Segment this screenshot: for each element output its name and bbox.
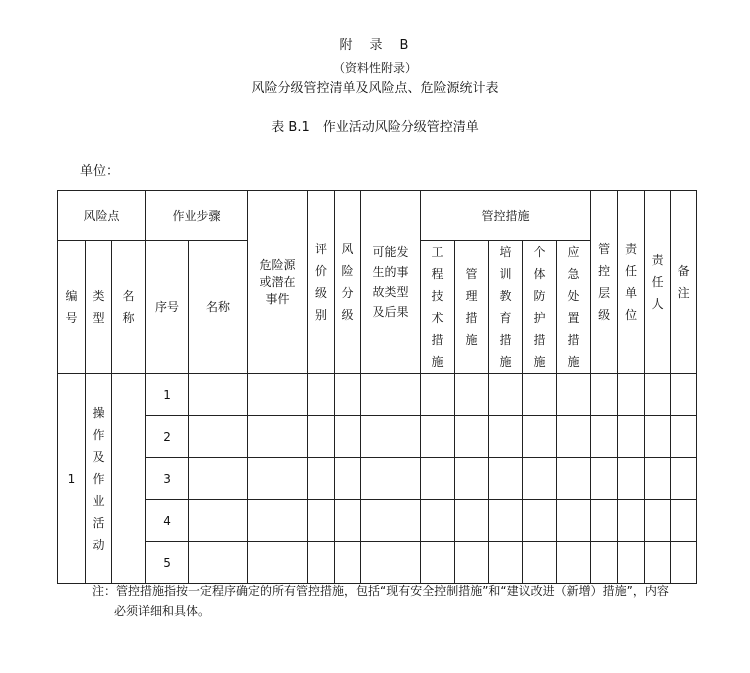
note-line-2: 必须详细和具体。 bbox=[114, 604, 211, 618]
step-number-cell: 4 bbox=[146, 500, 189, 542]
step-number-cell: 3 bbox=[146, 458, 189, 500]
row-type-cell: 操作及作业活动 bbox=[86, 374, 112, 584]
training-measures-header: 培训教育措施 bbox=[489, 241, 523, 374]
hazard-header: 危险源或潜在事件 bbox=[248, 191, 308, 374]
appendix-subject: 风险分级管控清单及风险点、危险源统计表 bbox=[251, 81, 499, 96]
sequence-header: 序号 bbox=[146, 241, 189, 374]
work-steps-header: 作业步骤 bbox=[146, 191, 248, 241]
unit-label: 单位： bbox=[80, 164, 120, 179]
remarks-header: 备注 bbox=[671, 191, 697, 374]
control-measures-header: 管控措施 bbox=[421, 191, 591, 241]
row-name-cell bbox=[112, 374, 146, 584]
engineering-measures-header: 工程技术措施 bbox=[421, 241, 455, 374]
management-measures-header: 管理措施 bbox=[455, 241, 489, 374]
appendix-nature: （资料性附录） bbox=[332, 61, 417, 75]
possible-accident-header: 可能发生的事故类型及后果 bbox=[361, 191, 421, 374]
table-note bbox=[92, 581, 702, 621]
ppe-measures-header: 个体防护措施 bbox=[523, 241, 557, 374]
step-number-cell: 2 bbox=[146, 416, 189, 458]
emergency-measures-header: 应急处置措施 bbox=[557, 241, 591, 374]
risk-level-header: 风险分级 bbox=[335, 191, 361, 374]
responsible-person-header: 责任人 bbox=[645, 191, 671, 374]
step-number-cell: 1 bbox=[146, 374, 189, 416]
responsible-unit-header: 责任单位 bbox=[618, 191, 645, 374]
step-name-header: 名称 bbox=[189, 241, 248, 374]
appendix-heading: 附 录 B bbox=[339, 38, 411, 53]
type-header: 类型 bbox=[86, 241, 112, 374]
risk-control-table bbox=[57, 190, 697, 584]
number-header: 编号 bbox=[58, 241, 86, 374]
note-line-1: 注：管控措施指按一定程序确定的所有管控措施，包括“现有安全控制措施”和“建议改进（新增）措施”，内容 bbox=[92, 584, 669, 598]
evaluation-level-header: 评价级别 bbox=[308, 191, 335, 374]
row-number-cell: 1 bbox=[58, 374, 86, 584]
risk-point-header: 风险点 bbox=[58, 191, 146, 241]
table-title: 表 B.1 作业活动风险分级管控清单 bbox=[271, 120, 479, 135]
name-header: 名称 bbox=[112, 241, 146, 374]
control-tier-header: 管控层级 bbox=[591, 191, 618, 374]
step-number-cell: 5 bbox=[146, 542, 189, 584]
